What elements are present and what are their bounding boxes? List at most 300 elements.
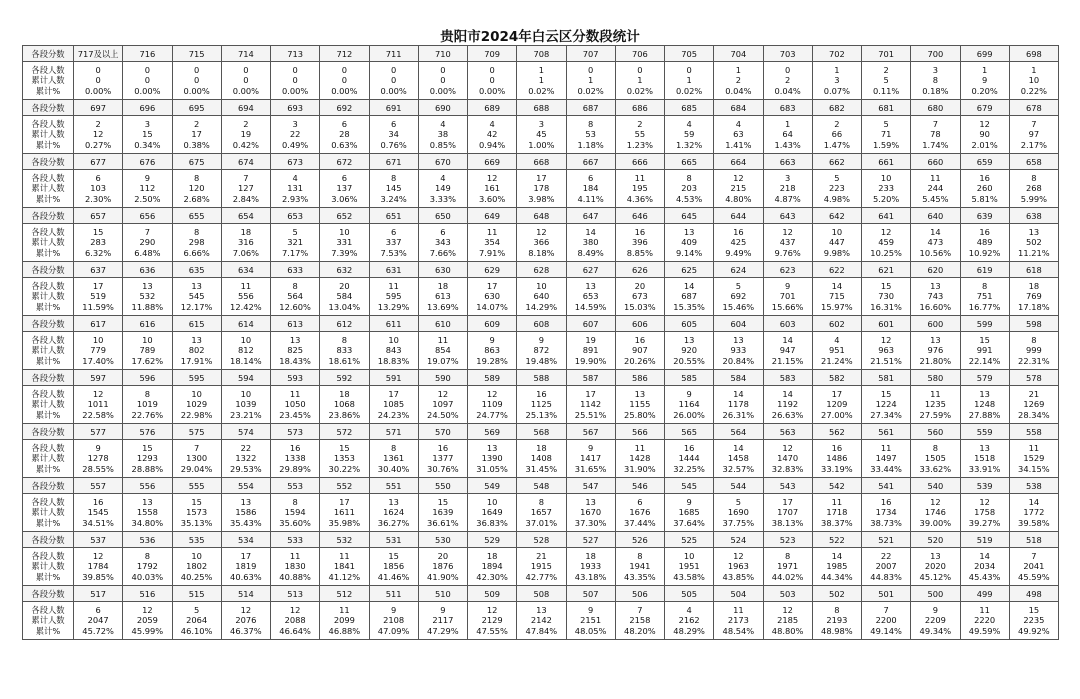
score-cell: 514 bbox=[221, 586, 270, 602]
score-cell: 632 bbox=[320, 262, 369, 278]
stats-cell bbox=[615, 494, 664, 532]
percent-value: 7.91% bbox=[478, 247, 506, 258]
count-value: 19 bbox=[585, 334, 596, 345]
score-cell: 637 bbox=[74, 262, 123, 278]
count-value: 16 bbox=[634, 226, 646, 237]
stats-cell bbox=[468, 548, 517, 586]
stats-label-line: 累计% bbox=[35, 517, 61, 528]
count-value: 4 bbox=[489, 118, 495, 129]
count-value: 12 bbox=[486, 172, 498, 183]
cumulative-value: 1192 bbox=[777, 399, 799, 410]
stats-cell bbox=[615, 278, 664, 316]
cumulative-value: 1951 bbox=[678, 561, 700, 572]
count-value: 8 bbox=[341, 334, 348, 345]
stats-cell bbox=[369, 386, 418, 424]
percent-value: 33.91% bbox=[968, 463, 1001, 474]
score-cell: 593 bbox=[271, 370, 320, 386]
count-value: 13 bbox=[388, 496, 399, 507]
score-cell: 558 bbox=[1009, 424, 1058, 440]
cumulative-value: 1545 bbox=[87, 507, 109, 518]
cumulative-value: 730 bbox=[878, 291, 895, 302]
percent-value: 35.43% bbox=[230, 517, 262, 528]
score-cell: 660 bbox=[911, 154, 960, 170]
stats-cell bbox=[960, 170, 1009, 208]
score-cell: 651 bbox=[369, 208, 418, 224]
stats-cell bbox=[1009, 602, 1058, 640]
stats-cell bbox=[566, 602, 615, 640]
cumulative-value: 1417 bbox=[580, 453, 602, 464]
stats-row-label bbox=[23, 224, 74, 262]
percent-value: 33.62% bbox=[919, 463, 952, 474]
cumulative-value: 260 bbox=[976, 183, 993, 194]
cumulative-value: 991 bbox=[976, 345, 993, 356]
cumulative-value: 1586 bbox=[235, 507, 257, 518]
stats-label-line: 各段人数 bbox=[31, 280, 65, 291]
score-cell: 623 bbox=[763, 262, 812, 278]
stats-cell bbox=[960, 548, 1009, 586]
count-value: 14 bbox=[831, 280, 843, 291]
cumulative-value: 2064 bbox=[186, 615, 208, 626]
score-cell: 648 bbox=[517, 208, 566, 224]
cumulative-value: 1125 bbox=[530, 399, 552, 410]
stats-cell bbox=[271, 494, 320, 532]
count-value: 0 bbox=[292, 64, 298, 75]
cumulative-value: 1428 bbox=[629, 453, 651, 464]
count-value: 11 bbox=[634, 172, 646, 183]
percent-value: 22.58% bbox=[82, 409, 114, 420]
count-value: 0 bbox=[637, 64, 643, 75]
score-cell: 706 bbox=[615, 46, 664, 62]
percent-value: 0.18% bbox=[922, 85, 949, 96]
count-value: 13 bbox=[191, 280, 202, 291]
percent-value: 28.55% bbox=[82, 463, 114, 474]
cumulative-value: 2 bbox=[735, 75, 742, 86]
stats-cell bbox=[517, 62, 566, 100]
stats-cell bbox=[123, 224, 172, 262]
cumulative-value: 5 bbox=[883, 75, 889, 86]
count-value: 16 bbox=[92, 496, 104, 507]
cumulative-value: 2059 bbox=[136, 615, 158, 626]
score-cell: 592 bbox=[320, 370, 369, 386]
score-header-row bbox=[23, 478, 1059, 494]
score-cell: 645 bbox=[665, 208, 714, 224]
percent-value: 4.53% bbox=[675, 193, 703, 204]
score-cell: 576 bbox=[123, 424, 172, 440]
count-value: 16 bbox=[289, 442, 301, 453]
percent-value: 5.99% bbox=[1020, 193, 1048, 204]
percent-value: 0.85% bbox=[429, 139, 457, 150]
percent-value: 4.87% bbox=[774, 193, 801, 204]
score-cell: 679 bbox=[960, 100, 1009, 116]
score-cell: 584 bbox=[714, 370, 763, 386]
cumulative-value: 15 bbox=[142, 129, 153, 140]
count-value: 11 bbox=[486, 226, 498, 237]
stats-cell bbox=[418, 386, 467, 424]
cumulative-value: 1529 bbox=[1023, 453, 1045, 464]
percent-value: 27.88% bbox=[968, 409, 1001, 420]
percent-value: 12.60% bbox=[279, 301, 311, 312]
percent-value: 0.00% bbox=[134, 85, 161, 96]
count-value: 11 bbox=[733, 604, 744, 615]
percent-value: 15.66% bbox=[771, 301, 804, 312]
cumulative-value: 337 bbox=[385, 237, 402, 248]
count-value: 17 bbox=[240, 550, 252, 561]
count-value: 5 bbox=[292, 226, 298, 237]
score-cell: 564 bbox=[714, 424, 763, 440]
stats-cell bbox=[665, 440, 714, 478]
score-cell: 603 bbox=[763, 316, 812, 332]
stats-cell bbox=[911, 170, 960, 208]
cumulative-value: 1841 bbox=[333, 561, 355, 572]
cumulative-value: 1019 bbox=[136, 399, 158, 410]
percent-value: 15.03% bbox=[624, 301, 656, 312]
score-cell: 693 bbox=[271, 100, 320, 116]
score-cell: 673 bbox=[271, 154, 320, 170]
stats-label-line: 累计% bbox=[35, 85, 61, 96]
count-value: 8 bbox=[538, 496, 545, 507]
count-value: 6 bbox=[341, 118, 348, 129]
count-value: 14 bbox=[1028, 496, 1040, 507]
cumulative-value: 1470 bbox=[777, 453, 799, 464]
count-value: 15 bbox=[1028, 604, 1040, 615]
count-value: 21 bbox=[536, 550, 547, 561]
score-cell: 536 bbox=[123, 532, 172, 548]
score-cell: 500 bbox=[911, 586, 960, 602]
count-value: 11 bbox=[880, 442, 892, 453]
cumulative-value: 178 bbox=[533, 183, 550, 194]
stats-cell bbox=[369, 332, 418, 370]
percent-value: 27.34% bbox=[870, 409, 902, 420]
cumulative-value: 0 bbox=[144, 75, 151, 86]
cumulative-value: 63 bbox=[733, 129, 744, 140]
cumulative-value: 380 bbox=[582, 237, 599, 248]
cumulative-value: 1707 bbox=[777, 507, 799, 518]
percent-value: 39.58% bbox=[1018, 517, 1050, 528]
count-value: 7 bbox=[883, 604, 889, 615]
percent-value: 1.41% bbox=[725, 139, 752, 150]
stats-cell bbox=[172, 224, 221, 262]
cumulative-value: 55 bbox=[634, 129, 646, 140]
stats-cell bbox=[172, 332, 221, 370]
count-value: 2 bbox=[243, 118, 249, 129]
cumulative-value: 1497 bbox=[875, 453, 897, 464]
stats-cell bbox=[271, 548, 320, 586]
stats-cell bbox=[566, 548, 615, 586]
percent-value: 45.72% bbox=[82, 625, 114, 636]
cumulative-value: 854 bbox=[434, 345, 451, 356]
count-value: 15 bbox=[880, 388, 892, 399]
score-cell: 517 bbox=[74, 586, 123, 602]
stats-cell bbox=[468, 386, 517, 424]
count-value: 10 bbox=[388, 334, 399, 345]
percent-value: 19.48% bbox=[525, 355, 558, 366]
cumulative-value: 2209 bbox=[924, 615, 946, 626]
score-cell: 539 bbox=[960, 478, 1009, 494]
score-cell: 583 bbox=[763, 370, 812, 386]
score-row-label: 各段分数 bbox=[23, 262, 74, 278]
percent-value: 47.55% bbox=[476, 625, 508, 636]
count-value: 12 bbox=[733, 550, 744, 561]
percent-value: 1.23% bbox=[626, 139, 654, 150]
cumulative-value: 519 bbox=[90, 291, 107, 302]
stats-cell bbox=[714, 332, 763, 370]
cumulative-value: 8 bbox=[932, 75, 939, 86]
cumulative-value: 233 bbox=[878, 183, 895, 194]
stats-cell bbox=[862, 278, 911, 316]
stats-cell bbox=[812, 494, 861, 532]
count-value: 9 bbox=[587, 604, 594, 615]
percent-value: 49.34% bbox=[919, 625, 952, 636]
percent-value: 23.45% bbox=[279, 409, 311, 420]
score-cell: 568 bbox=[517, 424, 566, 440]
percent-value: 1.74% bbox=[922, 139, 949, 150]
count-value: 21 bbox=[1028, 388, 1040, 399]
count-value: 0 bbox=[193, 64, 200, 75]
percent-value: 6.66% bbox=[183, 247, 210, 258]
cumulative-value: 2151 bbox=[580, 615, 602, 626]
cumulative-value: 2047 bbox=[87, 615, 109, 626]
percent-value: 49.14% bbox=[870, 625, 902, 636]
cumulative-value: 673 bbox=[631, 291, 648, 302]
score-header-row bbox=[23, 262, 1059, 278]
count-value: 1 bbox=[735, 64, 742, 75]
score-cell: 619 bbox=[960, 262, 1009, 278]
score-cell: 590 bbox=[418, 370, 467, 386]
percent-value: 4.36% bbox=[626, 193, 654, 204]
score-cell: 708 bbox=[517, 46, 566, 62]
stats-cell bbox=[812, 332, 861, 370]
stats-cell bbox=[763, 224, 812, 262]
stats-cell bbox=[862, 62, 911, 100]
percent-value: 13.04% bbox=[328, 301, 361, 312]
stats-cell bbox=[763, 62, 812, 100]
percent-value: 5.81% bbox=[971, 193, 998, 204]
cumulative-value: 2173 bbox=[727, 615, 749, 626]
stats-cell bbox=[517, 440, 566, 478]
count-value: 11 bbox=[289, 550, 301, 561]
percent-value: 45.59% bbox=[1018, 571, 1050, 582]
stats-cell bbox=[468, 62, 517, 100]
count-value: 9 bbox=[686, 388, 692, 399]
count-value: 3 bbox=[932, 64, 939, 75]
score-cell: 717及以上 bbox=[74, 46, 123, 62]
percent-value: 25.13% bbox=[525, 409, 558, 420]
percent-value: 7.17% bbox=[281, 247, 309, 258]
cumulative-value: 283 bbox=[90, 237, 107, 248]
cumulative-value: 53 bbox=[585, 129, 596, 140]
count-value: 1 bbox=[784, 118, 791, 129]
score-cell: 595 bbox=[172, 370, 221, 386]
count-value: 16 bbox=[536, 388, 547, 399]
percent-value: 42.77% bbox=[525, 571, 558, 582]
percent-value: 1.32% bbox=[675, 139, 703, 150]
count-value: 12 bbox=[437, 388, 449, 399]
count-value: 15 bbox=[437, 496, 449, 507]
percent-value: 41.90% bbox=[427, 571, 459, 582]
count-value: 9 bbox=[390, 604, 397, 615]
count-value: 11 bbox=[1028, 442, 1040, 453]
count-value: 8 bbox=[292, 496, 298, 507]
score-cell: 513 bbox=[271, 586, 320, 602]
score-cell: 618 bbox=[1009, 262, 1058, 278]
stats-data-row bbox=[23, 548, 1059, 586]
stats-cell bbox=[960, 440, 1009, 478]
stats-cell bbox=[221, 224, 270, 262]
score-cell: 599 bbox=[960, 316, 1009, 332]
score-cell: 611 bbox=[369, 316, 418, 332]
stats-cell bbox=[271, 62, 320, 100]
percent-value: 45.12% bbox=[919, 571, 952, 582]
count-value: 17 bbox=[486, 280, 498, 291]
count-value: 9 bbox=[144, 172, 151, 183]
cumulative-value: 1792 bbox=[136, 561, 158, 572]
stats-cell bbox=[74, 602, 123, 640]
score-cell: 535 bbox=[172, 532, 221, 548]
count-value: 6 bbox=[587, 172, 594, 183]
stats-cell bbox=[369, 116, 418, 154]
stats-cell bbox=[615, 116, 664, 154]
stats-cell bbox=[320, 278, 369, 316]
table-title: 贵阳市2024年白云区分数段统计 bbox=[440, 29, 640, 45]
cumulative-value: 2129 bbox=[481, 615, 503, 626]
cumulative-value: 1505 bbox=[924, 453, 946, 464]
score-cell: 714 bbox=[221, 46, 270, 62]
count-value: 13 bbox=[683, 334, 695, 345]
score-cell: 578 bbox=[1009, 370, 1058, 386]
percent-value: 29.04% bbox=[180, 463, 213, 474]
score-cell: 498 bbox=[1009, 586, 1058, 602]
score-cell: 529 bbox=[468, 532, 517, 548]
stats-cell bbox=[911, 548, 960, 586]
percent-value: 35.60% bbox=[279, 517, 311, 528]
percent-value: 41.12% bbox=[328, 571, 361, 582]
cumulative-value: 769 bbox=[1025, 291, 1042, 302]
count-value: 12 bbox=[486, 604, 498, 615]
stats-cell bbox=[960, 602, 1009, 640]
cumulative-value: 1109 bbox=[481, 399, 503, 410]
stats-cell bbox=[1009, 440, 1058, 478]
cumulative-value: 1235 bbox=[924, 399, 946, 410]
score-cell: 501 bbox=[862, 586, 911, 602]
stats-cell bbox=[714, 62, 763, 100]
stats-cell bbox=[862, 602, 911, 640]
score-cell: 664 bbox=[714, 154, 763, 170]
stats-cell bbox=[960, 224, 1009, 262]
score-cell: 511 bbox=[369, 586, 418, 602]
score-cell: 689 bbox=[468, 100, 517, 116]
score-row-label: 各段分数 bbox=[23, 208, 74, 224]
cumulative-value: 1248 bbox=[974, 399, 996, 410]
stats-cell bbox=[74, 494, 123, 532]
count-value: 9 bbox=[686, 496, 692, 507]
score-cell: 659 bbox=[960, 154, 1009, 170]
stats-cell bbox=[615, 62, 664, 100]
score-cell: 702 bbox=[812, 46, 861, 62]
stats-cell bbox=[123, 386, 172, 424]
percent-value: 0.38% bbox=[183, 139, 210, 150]
percent-value: 15.97% bbox=[821, 301, 853, 312]
cumulative-value: 907 bbox=[631, 345, 648, 356]
score-cell: 631 bbox=[369, 262, 418, 278]
score-cell: 638 bbox=[1009, 208, 1058, 224]
cumulative-value: 244 bbox=[927, 183, 944, 194]
percent-value: 8.18% bbox=[528, 247, 555, 258]
percent-value: 0.02% bbox=[626, 85, 654, 96]
percent-value: 20.84% bbox=[722, 355, 755, 366]
score-cell: 552 bbox=[320, 478, 369, 494]
stats-cell bbox=[221, 170, 270, 208]
score-cell: 687 bbox=[566, 100, 615, 116]
percent-value: 21.80% bbox=[919, 355, 952, 366]
cumulative-value: 833 bbox=[336, 345, 353, 356]
stats-cell bbox=[1009, 62, 1058, 100]
stats-cell bbox=[221, 440, 270, 478]
score-cell: 615 bbox=[172, 316, 221, 332]
stats-cell bbox=[517, 602, 566, 640]
cumulative-value: 1690 bbox=[727, 507, 749, 518]
stats-cell bbox=[468, 224, 517, 262]
percent-value: 0.76% bbox=[380, 139, 407, 150]
score-cell: 712 bbox=[320, 46, 369, 62]
percent-value: 3.06% bbox=[331, 193, 358, 204]
score-cell: 575 bbox=[172, 424, 221, 440]
count-value: 13 bbox=[930, 280, 941, 291]
count-value: 15 bbox=[979, 334, 990, 345]
score-cell: 563 bbox=[763, 424, 812, 440]
count-value: 12 bbox=[240, 604, 252, 615]
cumulative-value: 473 bbox=[927, 237, 944, 248]
percent-value: 43.18% bbox=[574, 571, 607, 582]
cumulative-value: 751 bbox=[976, 291, 993, 302]
count-value: 14 bbox=[585, 226, 596, 237]
percent-value: 38.73% bbox=[870, 517, 902, 528]
percent-value: 23.21% bbox=[230, 409, 262, 420]
percent-value: 42.30% bbox=[476, 571, 508, 582]
cumulative-value: 12 bbox=[92, 129, 104, 140]
stats-cell bbox=[468, 602, 517, 640]
cumulative-value: 64 bbox=[782, 129, 793, 140]
count-value: 8 bbox=[1031, 172, 1037, 183]
score-cell: 699 bbox=[960, 46, 1009, 62]
percent-value: 1.18% bbox=[577, 139, 604, 150]
percent-value: 25.51% bbox=[574, 409, 607, 420]
cumulative-value: 947 bbox=[779, 345, 796, 356]
count-value: 10 bbox=[486, 496, 498, 507]
count-value: 9 bbox=[932, 604, 939, 615]
stats-cell bbox=[960, 278, 1009, 316]
cumulative-value: 127 bbox=[237, 183, 254, 194]
score-cell: 641 bbox=[862, 208, 911, 224]
cumulative-value: 268 bbox=[1025, 183, 1042, 194]
cumulative-value: 2117 bbox=[432, 615, 454, 626]
stats-cell bbox=[566, 332, 615, 370]
score-cell: 686 bbox=[615, 100, 664, 116]
score-cell: 656 bbox=[123, 208, 172, 224]
count-value: 8 bbox=[193, 172, 200, 183]
cumulative-value: 2088 bbox=[284, 615, 306, 626]
count-value: 6 bbox=[390, 226, 397, 237]
stats-cell bbox=[468, 494, 517, 532]
stats-cell bbox=[763, 278, 812, 316]
percent-value: 48.20% bbox=[624, 625, 656, 636]
score-cell: 600 bbox=[911, 316, 960, 332]
percent-value: 6.32% bbox=[84, 247, 112, 258]
count-value: 2 bbox=[193, 118, 200, 129]
stats-cell bbox=[714, 386, 763, 424]
cumulative-value: 2185 bbox=[777, 615, 799, 626]
score-cell: 676 bbox=[123, 154, 172, 170]
cumulative-value: 343 bbox=[434, 237, 451, 248]
